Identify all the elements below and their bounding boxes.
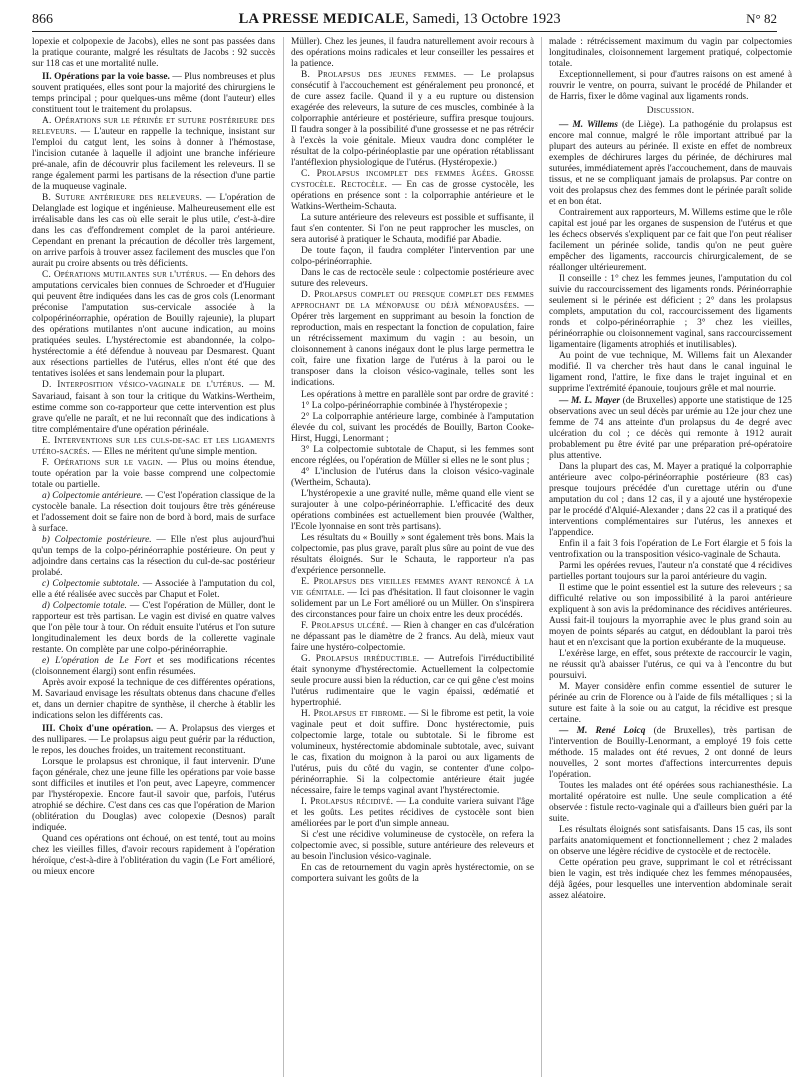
paragraph-text: Parmi les opérées revues, l'auteur n'a constaté que 4 récidives partielles portant toujours sur la paroi antérieure du vagin. bbox=[549, 560, 792, 582]
body-paragraph bbox=[291, 467, 534, 489]
subsection-paragraph bbox=[32, 380, 275, 435]
body-paragraph bbox=[32, 37, 275, 70]
paragraph-text: M. Mayer considère enfin comme essentiel de suturer le périnée au crin de Florence ou à l'aide de fils métalliques ; si la suture est faite à la soie ou au catgut, la récidive est presque certaine. bbox=[549, 681, 792, 725]
section-paragraph bbox=[32, 72, 275, 116]
item-title: b) Colpectomie postérieure. bbox=[42, 534, 152, 545]
text-column-right bbox=[549, 37, 792, 1077]
paragraph-text: Toutes les malades ont été opérées sous rachianesthésie. La mortalité opératoire est nulle. Une seule complication a été observée : fistule recto-vaginale qui a d'ailleurs bien guéri par la suite. bbox=[549, 781, 792, 825]
speaker-name: — M. René Loicq bbox=[559, 725, 646, 736]
subsection-title: I. Prolapsus récidivé. bbox=[301, 797, 394, 808]
section-title: III. Choix d'une opération. bbox=[42, 723, 154, 734]
body-paragraph bbox=[549, 649, 792, 682]
paragraph-text: Lorsque le prolapsus est chronique, il faut intervenir. D'une façon générale, chez une jeune fille les opérations par voie basse sont difficiles et inutiles et l'on peut, avec Lapeyre, commencer par l'hystéropexie. Encore faut-il savoir que, parfois, l'utérus atrophié se déchire. C'est dans ces cas que l'opération de Marion (oblitération du Douglas) avec colopexie (Desnos) paraît indiquée. bbox=[32, 757, 275, 834]
text-column-middle bbox=[291, 37, 534, 1077]
body-paragraph bbox=[549, 539, 792, 561]
subsection-title: B. Prolapsus des jeunes femmes. bbox=[301, 70, 457, 81]
paragraph-text: Les résultats du « Bouilly » sont également très bons. Mais la colpectomie, pas plus grave, paraît plus sûre au point de vue des résultats éloignés. Sur le Schauta, le rapporteur n'a pas d'expérience personnelle. bbox=[291, 532, 534, 576]
paragraph-text: — M. Savariaud, faisant à son tour la critique du Watkins-Wertheim, estime comme son co-rapporteur que cette intervention est plus grave qu'elle ne paraît, et ne lui reconnaît que des indications à titre complémentaire d'une opération périnéale. bbox=[32, 380, 275, 435]
subsection-paragraph bbox=[32, 436, 275, 458]
subsection-title: D. Interposition vésico-vaginale de l'utérus. bbox=[42, 380, 244, 391]
body-paragraph bbox=[291, 489, 534, 533]
body-paragraph bbox=[549, 351, 792, 395]
body-paragraph bbox=[291, 213, 534, 246]
paragraph-text: — La conduite variera suivant l'âge et les goûts. Les petites récidives de cystocèle sont bien améliorées par le port d'un simple anneau. bbox=[291, 797, 534, 830]
subsection-title: F. Opérations sur le vagin. bbox=[42, 457, 163, 468]
body-paragraph bbox=[549, 583, 792, 649]
body-paragraph bbox=[549, 37, 792, 70]
paragraph-text: Quand ces opérations ont échoué, on est tenté, tout au moins chez les vieilles filles, d'avoir recours rapidement à l'opération héroïque, c'est-à-dire à l'oblitération du vagin (Le Fort amélioré, ou mieux encore bbox=[32, 834, 275, 878]
speaker-name: — M. Willems bbox=[559, 120, 618, 131]
paragraph-text: — Si le fibrome est petit, la voie vaginale peut et doit suffire. Donc hystérectomie, puis colpectomie large, totale ou subtotale. Si le fibrome est volumineux, hystérectomie abdominale subtotale, avec, suivant le cas, fixation du moignon à la paroi ou aux ligaments de l'utérus, puis du côté du vagin, se contenter d'une colpo-périnéorraphie. Si la colpectomie antérieure était jugée nécessaire, faire le temps vaginal avant l'hystérectomie. bbox=[291, 708, 534, 797]
journal-title: LA PRESSE MEDICALE bbox=[238, 11, 406, 27]
body-paragraph bbox=[291, 246, 534, 268]
paragraph-text: Müller). Chez les jeunes, il faudra naturellement avoir recours à des opérations moins radicales et leur conseiller les pessaires et la patience. bbox=[291, 37, 534, 70]
subsection-paragraph bbox=[291, 577, 534, 621]
paragraph-text: — L'opération de Delanglade est logique et ingénieuse. Malheureusement elle est irréalisable dans les cas où elle serait le plus utile, c'est-à-dire dans les cas d'effondrement complet de la paroi antérieure. Cependant en prenant la précaution de décoller très largement, on arrive parfois à trouver assez facilement des muscles que l'on aurait pu croire absents ou très déficients. bbox=[32, 193, 275, 270]
paragraph-text: — Autrefois l'irréductibilité était synonyme d'hystérectomie. Actuellement la colpectomie seule procure aussi bien la réduction, car ce qui gêne c'est moins l'utérus rudimentaire que le vagin épaissi, œdématié et hypertrophié. bbox=[291, 653, 534, 708]
subsection-paragraph bbox=[32, 193, 275, 270]
discussant-paragraph bbox=[549, 120, 792, 208]
subsection-paragraph bbox=[291, 169, 534, 213]
subsection-title: F. Prolapsus ulcéré. bbox=[301, 620, 389, 631]
body-paragraph bbox=[549, 825, 792, 858]
paragraph-text: L'exérèse large, en effet, sous prétexte de raccourcir le vagin, ne réussit qu'à abaisser l'utérus, ce qui va à l'encontre du but poursuivi. bbox=[549, 648, 792, 681]
subsection-paragraph bbox=[291, 70, 534, 169]
paragraph-text: — Rien à changer en cas d'ulcération ne dépassant pas le diamètre de 2 francs. Au delà, mieux vaut faire une hystéro-colpectomie. bbox=[291, 620, 534, 653]
paragraph-text: — C'est l'opération de Müller, dont le rapporteur est très partisan. Le vagin est divisé en quatre valves que l'on pèle tour à tour. On réduit ensuite l'utérus et l'on suture longitudinalement les deux bords de la collerette vaginale restante. On complète par une colpo-périnéorraphie. bbox=[32, 600, 275, 655]
body-paragraph bbox=[549, 858, 792, 902]
paragraph-text: 2° La colporraphie antérieure large, combinée à l'amputation élevée du col, suivant les procédés de Bouilly, Barton Cooke-Hirst, Huggi, Lenormant ; bbox=[291, 411, 534, 444]
issue-number: N° 82 bbox=[746, 11, 777, 26]
paragraph-text: Il estime que le point essentiel est la suture des releveurs ; sa difficulté relative ou son impossibilité à la paroi antérieure expliquent à son avis la prédominance des récidives antérieures. Aussi fait-il toujours la myorraphie avec le plus grand soin au moyen de points séparés au catgut, en dédoublant la paroi très haut et en n'excisant que la portion exubérante de la muqueuse. bbox=[549, 582, 792, 648]
list-paragraph bbox=[32, 601, 275, 656]
paragraph-text: (de Bruxelles), très partisan de l'intervention de Bouilly-Lenormant, a employé 19 fois cette méthode. 15 malades ont été revues, 2 ont donné de leurs nouvelles, 2 sont mortes d'affections intercurrentes depuis l'opération. bbox=[549, 725, 792, 781]
paragraph-text: En cas de retournement du vagin après hystérectomie, on se comportera suivant les goûts de la bbox=[291, 863, 534, 885]
column-divider bbox=[541, 37, 542, 1077]
body-paragraph bbox=[32, 678, 275, 722]
paragraph-text: Les opérations à mettre en parallèle sont par ordre de gravité : bbox=[301, 389, 534, 400]
paragraph-text: Après avoir exposé la technique de ces différentes opérations, M. Savariaud envisage les résultats obtenus dans chacune d'elles et, dans un dernier chapitre de synthèse, il cherche à établir les indications selon les différents cas. bbox=[32, 677, 275, 721]
page-number: 866 bbox=[32, 12, 53, 27]
subsection-title: C. Opérations mutilantes sur l'utérus. bbox=[42, 270, 208, 281]
paragraph-text: 4° L'inclusion de l'utérus dans la cloison vésico-vaginale (Wertheim, Schauta). bbox=[291, 466, 534, 488]
paragraph-text: Contrairement aux rapporteurs, M. Willems estime que le rôle capital est joué par les organes de suspension de l'utérus et que les échecs observés s'expliquent par ce fait que l'on peut réaliser facilement un périnée solide, tandis qu'on ne peut guère empêcher des ligaments, raccourcis chirurgicalement, de se réallonger ultérieurement. bbox=[549, 208, 792, 274]
body-paragraph bbox=[291, 412, 534, 445]
paragraph-text: Enfin il a fait 3 fois l'opération de Le Fort élargie et 5 fois la ventrofixation ou la transposition vésico-vaginale de Schauta. bbox=[549, 538, 792, 560]
subsection-title: H. Prolapsus et fibrome. bbox=[301, 708, 407, 719]
list-paragraph bbox=[32, 491, 275, 535]
body-paragraph bbox=[549, 208, 792, 274]
list-paragraph bbox=[32, 656, 275, 678]
subsection-title: C. Prolapsus incomplet des femmes âgées. Grosse cystocèle. Rectocèle. bbox=[291, 169, 534, 191]
paragraph-text: Dans le cas de rectocèle seule : colpectomie postérieure avec suture des releveurs. bbox=[291, 268, 534, 290]
paragraph-text: 3° La colpectomie subtotale de Chaput, si les femmes sont encore réglées, ou l'opération de Müller si elles ne le sont plus ; bbox=[291, 444, 534, 466]
body-paragraph bbox=[291, 37, 534, 70]
running-header bbox=[32, 11, 777, 32]
list-paragraph bbox=[32, 535, 275, 579]
subsection-title: A. Opérations sur le périnée et suture postérieure des releveurs. bbox=[32, 116, 275, 138]
subsection-title: G. Prolapsus irréductible. bbox=[301, 653, 420, 664]
paragraph-text: et ses modifications récentes (cloisonnement élargi) sont enfin résumées. bbox=[32, 655, 275, 677]
paragraph-text: — Elle n'est plus aujourd'hui qu'un temps de la colpo-périnéorraphie postérieure. On peut y adjoindre dans certains cas la résection du cul-de-sac postérieur prolabé. bbox=[32, 534, 275, 578]
journal-masthead bbox=[239, 11, 561, 28]
body-paragraph bbox=[549, 682, 792, 726]
discussant-paragraph bbox=[549, 726, 792, 781]
body-paragraph bbox=[291, 401, 534, 412]
column-divider bbox=[283, 37, 284, 1077]
discussant-paragraph bbox=[549, 396, 792, 462]
paragraph-text: Les résultats éloignés sont satisfaisants. Dans 15 cas, ils sont parfaits anatomiquement et fonctionnellement ; chez 2 malades on observe une légère récidive de cystocèle et de rectocèle. bbox=[549, 825, 792, 858]
paragraph-text: — Associée à l'amputation du col, elle a été réalisée avec succès par Chaput et Folet. bbox=[32, 578, 275, 600]
body-paragraph bbox=[291, 445, 534, 467]
item-title: e) L'opération de Le Fort bbox=[42, 655, 152, 666]
body-paragraph bbox=[549, 781, 792, 825]
paragraph-text: Si c'est une récidive volumineuse de cystocèle, on refera la colpectomie avec, si possible, suture antérieure des releveurs et au besoin l'inclusion vésico-vaginale. bbox=[291, 830, 534, 863]
subsection-paragraph bbox=[32, 458, 275, 491]
subsection-paragraph bbox=[291, 709, 534, 797]
paragraph-text: — C'est l'opération classique de la cystocèle banale. La résection doit toujours être très généreuse et l'adossement doit se faire non de bord à bord, mais de surface à surface. bbox=[32, 490, 275, 534]
paragraph-text: L'hystéropexie a une gravité nulle, même quand elle vient se surajouter à une colpo-périnéorraphie. L'efficacité des deux opérations combinées est actuellement bien prouvée (Walther, l'Ecole lyonnaise en sont très partisans). bbox=[291, 488, 534, 532]
paragraph-text: Dans la plupart des cas, M. Mayer a pratiqué la colporraphie antérieure avec colpo-périnéorraphie postérieure (83 cas) presque toujours précédée d'un curettage utérin ou d'une amputation du col ; dans 12 cas, il y a ajouté une hystéropexie par le procédé d'Alquié-Alexander ; dans 22 cas il a pratiqué des interventions complémentaires sur l'utérus, les annexes et l'appendice. bbox=[549, 461, 792, 538]
item-title: d) Colpectomie totale. bbox=[42, 600, 127, 611]
section-title: II. Opérations par la voie basse. bbox=[42, 72, 170, 83]
body-paragraph bbox=[549, 462, 792, 539]
subsection-title: B. Suture antérieure des releveurs. bbox=[42, 193, 203, 204]
body-paragraph bbox=[32, 834, 275, 878]
subsection-title: E. Prolapsus des vieilles femmes ayant renoncé à la vie génitale. bbox=[291, 576, 534, 598]
paragraph-text: (de Liège). La pathogénie du prolapsus est encore mal connue, malgré le rôle important attribué par la plupart des auteurs au périnée. Il existe en effet de nombreux exemples de déchirures larges du périnée, de déchirures mal suturées, immédiatement après l'accouchement, dans de mauvais tissus, et ne se compliquant jamais de prolapsus. Par contre on voit des prolapsus chez des femmes dont le périnée paraît solide et en bon état. bbox=[549, 120, 792, 208]
subsection-paragraph bbox=[32, 116, 275, 193]
issue-date: , Samedi, 13 Octobre 1923 bbox=[405, 11, 561, 27]
paragraph-text: — Elles ne méritent qu'une simple mention. bbox=[89, 446, 258, 457]
paragraph-text: — En dehors des amputations cervicales bien connues de Schroeder et d'Huguier qui peuvent être indiquées dans les cas de gros cols (Lenormant préconise l'amputation sus-cervicale associée à la colpopérinéorraphie, opération de Bouilly rajeunie), la plupart des opérations mutilantes n'ont aucune indication, au moins pratiquées seules. L'hystérectomie est abandonnée, la colpo-hystérectomie a été défendue à nouveau par Desmarest. Quant aux résections partielles de l'utérus, elles n'ont été que des tentatives isolées et sans lendemain pour la plupart. bbox=[32, 270, 275, 380]
body-paragraph bbox=[291, 830, 534, 863]
paragraph-text: — Ici pas d'hésitation. Il faut cloisonner le vagin solidement par un Le Fort amélioré ou un Müller. On s'inspirera des circonstances pour faire un choix entre les deux procédés. bbox=[291, 587, 534, 620]
body-paragraph bbox=[549, 561, 792, 583]
paragraph-text: — Plus ou moins étendue, toute opération par la voie basse comprend une colpectomie totale ou partielle. bbox=[32, 457, 275, 490]
paragraph-text: — L'auteur en rappelle la technique, insistant sur l'emploi du catgut lent, les soins à donner à l'hémostase, l'incision cutanée à laquelle il adjoint une branche inférieure pré-anale, afin de découvrir plus facilement les releveurs. Il se range également parmi les partisans de la résection d'une partie de la muqueuse vaginale. bbox=[32, 127, 275, 193]
paragraph-text: — Opérer très largement en supprimant au besoin la fonction de reproduction, mais en respectant la fonction de copulation, faire un rétrécissement maximum du vagin : au besoin, un cloisonnement à canons inégaux dont le plus large permettra le coït, faire une fixation large de l'utérus à la paroi ou le transposer dans la cloison vésico-vaginale, telles sont les indications. bbox=[291, 301, 534, 389]
paragraph-text: De toute façon, il faudra compléter l'intervention par une colpo-périnéorraphie. bbox=[291, 246, 534, 268]
list-paragraph bbox=[32, 579, 275, 601]
body-paragraph bbox=[549, 70, 792, 103]
subsection-paragraph bbox=[291, 654, 534, 709]
body-paragraph bbox=[291, 390, 534, 401]
paragraph-text: (de Bruxelles) apporte une statistique de 125 observations avec un seul décès par urémie au 12e jour chez une femme de 74 ans atteinte d'un prolapsus du 4e degré avec ulcération du col ; ce décès qui remonte à 1912 aurait probablement pu être évité par une préparation pré-opératoire plus attentive. bbox=[549, 395, 792, 461]
paragraph-text: — En cas de grosse cystocèle, les opérations en présence sont : la colporraphie antérieure et le Watkins-Wertheim-Schauta. bbox=[291, 180, 534, 213]
item-title: c) Colpectomie subtotale. bbox=[42, 578, 140, 589]
item-title: a) Colpectomie antérieure. bbox=[42, 490, 144, 501]
section-heading: Discussion. bbox=[646, 106, 695, 117]
body-paragraph bbox=[291, 268, 534, 290]
paragraph-text: — Plus nombreuses et plus souvent pratiquées, elles sont pour la majorité des chirurgiens le temps principal ; pour quelques-uns même (dont l'auteur) elles constituent tout le traitement du prolapsus. bbox=[32, 72, 275, 116]
paragraph-text: malade : rétrécissement maximum du vagin par colpectomies longitudinales, cloisonnement largement pratiqué, colpectomie totale. bbox=[549, 37, 792, 70]
body-paragraph bbox=[291, 533, 534, 577]
subsection-paragraph bbox=[32, 270, 275, 380]
subsection-paragraph bbox=[291, 290, 534, 389]
paragraph-text: Au point de vue technique, M. Willems fait un Alexander modifié. Il va chercher très haut dans le canal inguinal le ligament rond, l'attire, le fixe dans le trajet inguinal et en supprime l'extrémité épanouie, toujours grêle et mal nourrie. bbox=[549, 351, 792, 395]
body-paragraph bbox=[32, 757, 275, 834]
paragraph-text: lopexie et colpopexie de Jacobs), elles ne sont pas passées dans la pratique courante, malgré les résultats de Jacobs : 92 succès sur 118 cas et une mortalité nulle. bbox=[32, 37, 275, 70]
paragraph-text: — A. Prolapsus des vierges et des nullipares. — Le prolapsus aigu peut guérir par la réduction, le repos, les douches froides, un traitement reconstituant. bbox=[32, 723, 275, 756]
section-paragraph bbox=[32, 724, 275, 757]
paragraph-text: Il conseille : 1° chez les femmes jeunes, l'amputation du col suivie du raccourcissement des ligaments ronds. Périnéorraphie seulement si le périnée est déficient ; 2° dans les prolapsus complets, amputation du col, raccourcissement des ligaments ronds et colpo-périnéorraphie ; 3° chez les vieilles, périnéorraphie ou cloisonnement vaginal, sans raccourcissement ligamentaire (ligaments atrophiés et inutilisables). bbox=[549, 274, 792, 351]
paragraph-text: Cette opération peu grave, supprimant le col et rétrécissant bien le vagin, est très indiquée chez les femmes ménopausées, déjà âgées, pour lesquelles une intervention abdominale serait assez aléatoire. bbox=[549, 858, 792, 902]
body-paragraph bbox=[291, 863, 534, 885]
body-paragraph bbox=[549, 274, 792, 351]
subsection-title: E. Interventions sur les culs-de-sac et les ligaments utéro-sacrés. bbox=[32, 435, 275, 457]
text-column-left bbox=[32, 37, 275, 1077]
paragraph-text: 1° La colpo-périnéorraphie combinée à l'hystéropexie ; bbox=[301, 400, 508, 411]
subsection-title: D. Prolapsus complet ou presque complet des femmes approchant de la ménopause ou déjà ménopausées. bbox=[291, 290, 534, 312]
subsection-paragraph bbox=[291, 621, 534, 654]
paragraph-text: Exceptionnellement, si pour d'autres raisons on est amené à rouvrir le ventre, on pourra, suivant le procédé de Philander et de Harris, fixer le dôme vaginal aux ligaments ronds. bbox=[549, 70, 792, 103]
paragraph-text: — Le prolapsus consécutif à l'accouchement est généralement peu prononcé, et de cure assez facile. Quand il y a eu rupture ou distension exagérée des releveurs, la suture de ces muscles, combinée à la colporraphie antérieure et postérieure, suffira presque toujours. Il faudra songer à la possibilité d'une grossesse et ne pas rétrécir à l'excès la voie génitale. Mieux vaudra donc compléter le résultat de la colpo-périnéoplastie par une opération rétablissant l'antéflexion physiologique de l'utérus. (Hystéropexie.) bbox=[291, 70, 534, 169]
subsection-paragraph bbox=[291, 797, 534, 830]
paragraph-text: La suture antérieure des releveurs est possible et suffisante, il faut s'en contenter. Si l'on ne peut rapprocher les muscles, on sera autorisé à pratiquer le Schauta, modifié par Abadie. bbox=[291, 213, 534, 246]
speaker-name: — M. L. Mayer bbox=[559, 395, 620, 406]
